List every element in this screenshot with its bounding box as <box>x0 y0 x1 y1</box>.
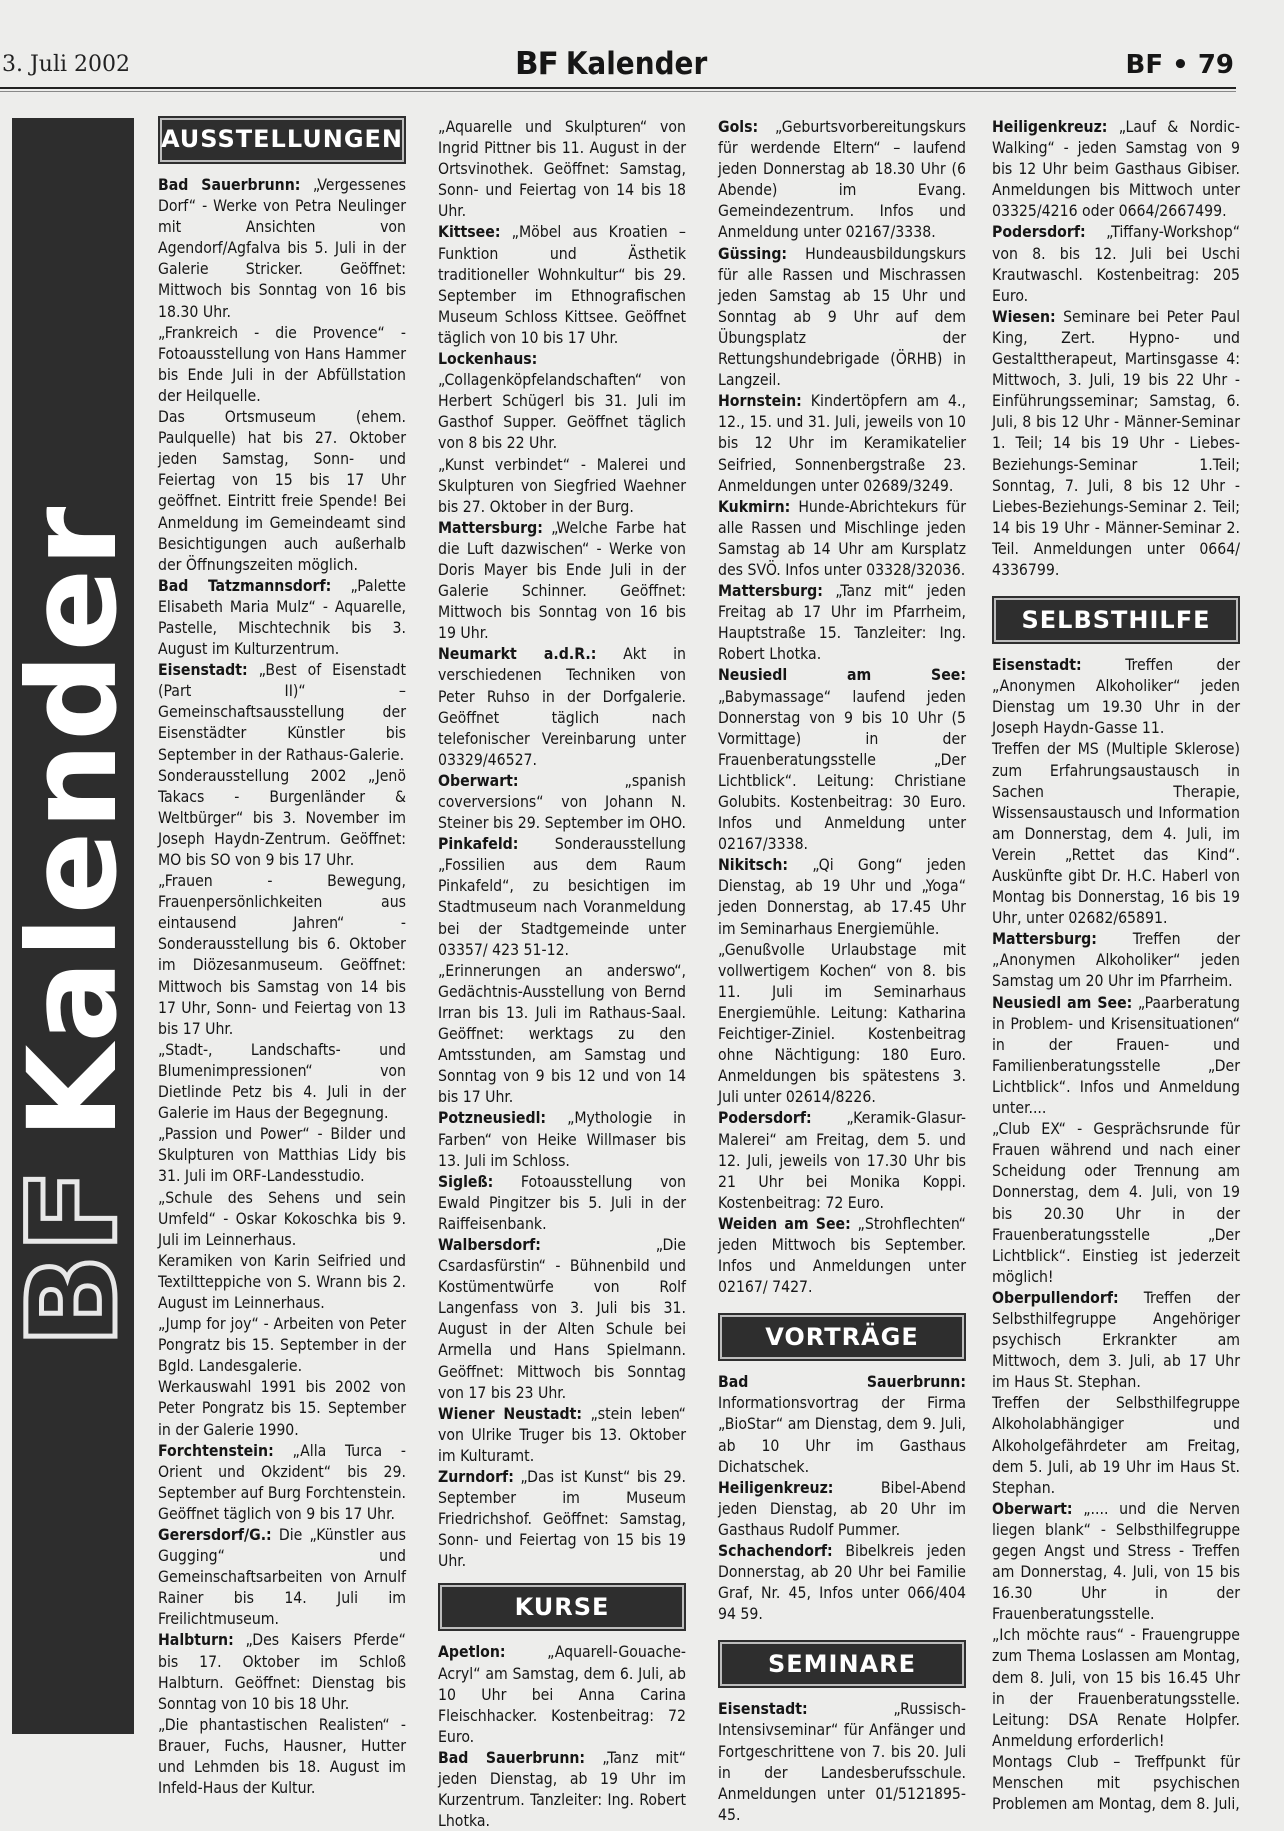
listing-place: Pinkafeld: <box>438 834 519 854</box>
listing-text: „Welche Farbe hat die Luft dazwischen“ - Werke von Doris Mayer bis Ende Juli in der Galerie Schinner. Geöffnet: Mittwoch bis Sonntag von 16 bis 19 Uhr. <box>438 517 686 643</box>
listing-text: Treffen der Selbsthilfegruppe Alkoholabhängiger und Alkoholgefährdeter am Freitag, dem 5. Juli, ab 19 Uhr im Haus St. Stephan. <box>992 1393 1240 1497</box>
listing-text: „Das ist Kunst“ bis 29. September im Museum Friedrichshof. Geöffnet: Samstag, Sonn- und Feiertag von 15 bis 19 Uhr. <box>438 1467 686 1571</box>
listing-place: Halbturn: <box>158 1630 234 1650</box>
listing-text: Das Ortsmuseum (ehem. Paulquelle) hat bis 27. Oktober jeden Samstag, Sonn- und Feiertag von 15 bis 17 Uhr geöffnet. Eintritt freie Spende! Bei Anmeldung im Gemeindeamt sind Besichtigungen auch außerhalb der Öffnungszeiten möglich. <box>158 407 406 574</box>
listing-entry <box>718 939 966 1108</box>
listing-place: Eisenstadt: <box>992 655 1082 675</box>
header-rule <box>0 87 1236 89</box>
listing-place: Bad Tatzmannsdorf: <box>158 575 332 595</box>
listing-place: Schachendorf: <box>718 1541 833 1560</box>
listing-entry <box>158 1187 406 1250</box>
listing-place: Weiden am See: <box>718 1213 851 1233</box>
section-name: Kalender <box>565 46 708 82</box>
listing-entry <box>158 1440 406 1524</box>
listing-entry <box>438 1234 686 1403</box>
listing-text: Sonderausstellung 2002 „Jenö Takacs - Burgenländer & Weltbürger“ bis 3. November im Joseph Haydn-Zentrum. Geöffnet: MO bis SO von 9 bis 17 Uhr. <box>158 765 406 869</box>
listing-entry <box>992 1287 1240 1392</box>
listing-place: Neusiedl am See: <box>992 992 1133 1012</box>
listing-text: „Tanz mit“ jeden Dienstag, ab 19 Uhr im Kurzentrum. Tanzleiter: Ing. Robert Lhotka. <box>438 1747 686 1831</box>
listing-entry <box>158 174 406 322</box>
listing-text: „spanish coverversions“ von Johann N. Steiner bis 29. September im OHO. <box>438 770 686 833</box>
listing-text: „Alla Turca - Orient und Okzident“ bis 29. September auf Burg Forchtenstein. Geöffnet täglich von 9 bis 17 Uhr. <box>158 1440 406 1523</box>
listing-entry <box>718 390 966 495</box>
listing-entry <box>438 1107 686 1170</box>
entries-seminare-cont <box>992 116 1240 580</box>
listing-entry <box>718 243 966 391</box>
listing-entry <box>718 1213 966 1297</box>
listing-text: „stein leben“ von Ulrike Truger bis 13. Oktober im Kulturamt. <box>438 1403 686 1465</box>
listing-place: Walbersdorf: <box>438 1234 541 1254</box>
listing-place: Oberwart: <box>438 770 519 790</box>
listing-entry <box>158 1524 406 1629</box>
listing-text: „Jump for joy“ - Arbeiten von Peter Pongratz bis 15. September in der Bgld. Landesgalerie. <box>158 1314 406 1376</box>
listing-entry <box>438 1641 686 1746</box>
listing-text: „Lauf & Nordic-Walking“ - jeden Samstag von 9 bis 12 Uhr beim Gasthaus Gibiser. Anmeldungen bis Mittwoch unter 03325/4216 oder 0664/2667499. <box>992 117 1240 221</box>
section-heading-selbsthilfe: SELBSTHILFE <box>992 596 1240 644</box>
listing-entry <box>718 1107 966 1212</box>
listing-place: Kittsee: <box>438 222 501 242</box>
entries-ausstellungen-cont <box>438 116 686 1571</box>
listing-place: Bad Sauerbrunn: <box>718 1372 966 1392</box>
listing-entry <box>992 1624 1240 1751</box>
listing-place: Zurndorf: <box>438 1467 514 1486</box>
listing-place: Neumarkt a.d.R.: <box>438 644 597 664</box>
listing-place: Eisenstadt: <box>718 1699 808 1719</box>
banner-word: Kalender <box>2 504 144 1140</box>
entries-vortraege <box>718 1371 966 1624</box>
listing-entry <box>158 322 406 406</box>
listing-entry <box>158 1376 406 1439</box>
listing-text: „Möbel aus Kroatien – Funktion und Ästhetik traditioneller Wohnkultur“ bis 29. September im Ethnografischen Museum Schloss Kittsee. Geöffnet täglich von 10 bis 17 Uhr. <box>438 222 686 347</box>
vertical-banner <box>2 118 144 1734</box>
listing-entry <box>158 575 406 659</box>
listing-entry <box>438 348 686 453</box>
listing-place: Mattersburg: <box>438 517 543 537</box>
listing-entry <box>992 738 1240 928</box>
listing-text: „.... und die Nerven liegen blank“ - Selbsthilfegruppe gegen Angst und Stress - Treffen am Donnerstag, 4. Juli, von 15 bis 16.30 Uhr in der Frauenberatungsstelle. <box>992 1498 1240 1624</box>
listing-place: Oberwart: <box>992 1498 1073 1518</box>
listing-text: „Genußvolle Urlaubstage mit vollwertigem Kochen“ von 8. bis 11. Juli im Seminarhaus Energiemühle. Leitung: Katharina Feichtiger-Ziniel. Kostenbeitrag ohne Nächtigung: 180 Euro. Anmeldungen bis spätestens 3. Juli unter 02614/8226. <box>718 939 966 1107</box>
banner-logo: BF <box>2 1167 144 1348</box>
listing-text: „Passion und Power“ - Bilder und Skulpturen von Matthias Lidy bis 31. Juli im ORF-Landesstudio. <box>158 1124 406 1186</box>
listing-text: „Frankreich - die Provence“ - Fotoausstellung von Hans Hammer bis Ende Juli in der Abfüllstation der Heilquelle. <box>158 322 406 405</box>
listing-place: Neusiedl am See: <box>718 665 966 685</box>
listing-entry <box>992 306 1240 580</box>
listing-entry <box>158 1629 406 1713</box>
listing-text: Montags Club – Treffpunkt für Menschen mit psychischen Problemen am Montag, dem 8. Juli, <box>992 1751 1240 1814</box>
listing-text: Sonderausstellung „Fossilien aus dem Raum Pinkafeld“, zu besichtigen im Stadtmuseum nach Voranmeldung bei der Stadtgemeinde unter 03357/ 423 51-12. <box>438 834 686 959</box>
listing-entry <box>992 116 1240 221</box>
listing-text: „Die Csardasfürstin“ - Bühnenbild und Kostümentwürfe von Rolf Langenfass von 3. Juli bis 31. August in der Alten Schule bei Armella und Hans Spielmann. Geöffnet: Mittwoch bis Sonntag von 17 bis 23 Uhr. <box>438 1234 686 1402</box>
listing-entry <box>992 654 1240 738</box>
entries-seminare <box>718 1698 966 1825</box>
listing-text: „Geburtsvorbereitungskurs für werdende Eltern“ – laufend jeden Donnerstag ab 18.30 Uhr (6 Abende) im Evang. Gemeindezentrum. Infos und Anmeldung unter 02167/3338. <box>718 117 966 242</box>
listing-entry <box>718 1371 966 1476</box>
listing-place: Oberpullendorf: <box>992 1287 1119 1307</box>
listing-entry <box>438 833 686 960</box>
page-number: BF • 79 <box>1125 50 1234 80</box>
listing-entry <box>718 854 966 938</box>
listing-place: Wiener Neustadt: <box>438 1403 583 1423</box>
listing-text: „Keramik-Glasur-Malerei“ am Freitag, dem 5. und 12. Juli, jeweils von 17.30 Uhr bis 21 Uhr bei Monika Koppi. Kostenbeitrag: 72 Euro. <box>718 1108 966 1212</box>
listing-text: Treffen der „Anonymen Alkoholiker“ jeden Dienstag um 19.30 Uhr in der Joseph Haydn-Gasse 11. <box>992 655 1240 738</box>
listing-entry <box>438 221 686 348</box>
listing-text: „Palette Elisabeth Maria Mulz“ - Aquarelle, Pastelle, Mischtechnik bis 3. August im Kulturzentrum. <box>158 575 406 659</box>
listing-text: Hunde-Abrichtekurs für alle Rassen und Mischlinge jeden Samstag ab 14 Uhr am Kursplatz des SVÖ. Infos unter 03328/32036. <box>718 496 966 579</box>
listing-entry <box>438 116 686 221</box>
listing-entry <box>992 1392 1240 1497</box>
listing-entry <box>158 659 406 764</box>
listing-entry <box>992 221 1240 305</box>
listing-entry <box>438 1466 686 1571</box>
listing-text: „Club EX“ - Gesprächsrunde für Frauen während und nach einer Scheidung oder Trennung am Donnerstag, dem 4. Juli, von 19 bis 20.30 Uhr in der Frauenberatungsstelle „Der Lichtblick“. Einstieg ist jederzeit möglich! <box>992 1119 1240 1286</box>
listing-text: Treffen der MS (Multiple Sklerose) zum Erfahrungsaustausch in Sachen Therapie, Wissensaustausch und Information am Donnerstag, dem 4. Juli, im Verein „Rettet das Kind“. Auskünfte gibt Dr. H.C. Haberl von Montag bis Donnerstag, 16 bis 19 Uhr, unter 02682/65891. <box>992 739 1240 928</box>
issue-date: 3. Juli 2002 <box>2 52 131 77</box>
listing-text: Bibelkreis jeden Donnerstag, ab 20 Uhr bei Familie Graf, Nr. 45, Infos unter 066/404 94 59. <box>718 1541 966 1624</box>
listing-entry <box>158 1714 406 1798</box>
listing-text: „Babymassage“ laufend jeden Donnerstag von 9 bis 10 Uhr (5 Vormittage) in der Frauenberatungsstelle „Der Lichtblick“. Leitung: Christiane Golubits. Kostenbeitrag: 30 Euro. Infos und Anmeldung unter 02167/3338. <box>718 686 966 854</box>
listing-place: Gerersdorf/G.: <box>158 1525 272 1544</box>
listing-text: Seminare bei Peter Paul King, Zert. Hypno- und Gestalttherapeut, Martinsgasse 4: Mittwoch, 3. Juli, 19 bis 22 Uhr - Einführungsseminar; Samstag, 6. Juli, 8 bis 12 Uhr - Männer-Seminar 1. Teil; 14 bis 19 Uhr - Liebes-Beziehungs-Seminar 1.Teil; Sonntag, 7. Juli, 8 bis 12 Uhr - Liebes-Beziehungs-Seminar 2. Teil; 14 bis 19 Uhr - Männer-Seminar 2. Teil. Anmeldungen unter 0664/ 4336799. <box>992 306 1240 579</box>
listing-place: Podersdorf: <box>718 1108 812 1128</box>
listing-entry <box>992 1751 1240 1814</box>
section-heading-vortraege: VORTRÄGE <box>718 1313 966 1361</box>
page-header <box>0 0 1284 92</box>
listing-text: Treffen der „Anonymen Alkoholiker“ jeden Samstag um 20 Uhr im Pfarrheim. <box>992 929 1240 991</box>
listing-text: „Qi Gong“ jeden Dienstag, ab 19 Uhr und „Yoga“ jeden Donnerstag, ab 17.45 Uhr im Seminarhaus Energiemühle. <box>718 855 966 938</box>
listing-entry <box>718 1540 966 1624</box>
listing-text: Kindertöpfern am 4., 12., 15. und 31. Juli, jeweils von 10 bis 12 Uhr im Keramikatelier Seifried, Sonnenbergstraße 23. Anmeldungen unter 02689/3249. <box>718 391 966 495</box>
listing-text: „Erinnerungen an anderswo“, Gedächtnis-Ausstellung von Bernd Irran bis 13. Juli im Rathaus-Saal. Geöffnet: werktags zu den Amtsstunden, am Samstag und Sonntag von 9 bis 12 und von 14 bis 17 Uhr. <box>438 960 686 1107</box>
section-heading-ausstellungen: AUSSTELLUNGEN <box>158 116 406 164</box>
page-title <box>515 46 707 82</box>
listing-entry <box>992 1498 1240 1625</box>
listing-place: Heiligenkreuz: <box>992 117 1108 136</box>
section-heading-seminare: SEMINARE <box>718 1640 966 1688</box>
listing-text: Informationsvortrag der Firma „BioStar“ am Dienstag, dem 9. Juli, ab 10 Uhr im Gasthaus Dichatschek. <box>718 1393 966 1476</box>
listing-entry <box>438 1403 686 1466</box>
listing-text: Akt in verschiedenen Techniken von Peter Ruhso in der Dorfgalerie. Geöffnet täglich nach telefonischer Vereinbarung unter 03329/46527. <box>438 644 687 769</box>
listing-text: „Strohflechten“ jeden Mittwoch bis September. Infos und Anmeldungen unter 02167/ 7427. <box>718 1213 966 1297</box>
listing-entry <box>718 116 966 243</box>
listing-place: Bad Sauerbrunn: <box>158 175 301 194</box>
listing-entry <box>438 1171 686 1234</box>
listing-entry <box>438 960 686 1108</box>
header-rule-thin <box>0 91 1236 92</box>
listing-place: Kukmirn: <box>718 496 791 516</box>
listing-entry <box>438 643 686 770</box>
listing-text: „Kunst verbindet“ - Malerei und Skulpturen von Siegfried Waehner bis 27. Oktober in der Burg. <box>438 454 686 516</box>
listing-text: „Aquarelle und Skulpturen“ von Ingrid Pittner bis 11. August in der Ortsvinothek. Geöffnet: Samstag, Sonn- und Feiertag von 14 bis 18 Uhr. <box>438 117 686 221</box>
listing-entry <box>158 1313 406 1376</box>
listing-entry <box>718 1698 966 1825</box>
listing-place: Güssing: <box>718 243 788 263</box>
listing-text: „Best of Eisenstadt (Part II)“ – Gemeinschaftsausstellung der Eisenstädter Künstler bis September in der Rathaus-Galerie. <box>158 660 406 764</box>
listing-text: Hundeausbildungskurs für alle Rassen und Mischrassen jeden Samstag ab 15 Uhr und Sonntag ab 9 Uhr auf dem Übungsplatz der Rettungshundebrigade (ÖRHB) in Langzeil. <box>718 243 966 390</box>
listing-text: Werkauswahl 1991 bis 2002 von Peter Pongratz bis 15. September in der Galerie 1990. <box>158 1377 406 1439</box>
listing-place: Wiesen: <box>992 306 1056 326</box>
listing-place: Potzneusiedl: <box>438 1108 547 1128</box>
listing-text: „Des Kaisers Pferde“ bis 17. Oktober im Schloß Halbturn. Geöffnet: Dienstag bis Sonntag von 10 bis 18 Uhr. <box>158 1630 406 1713</box>
listing-text: Treffen der Selbsthilfegruppe Angehöriger psychisch Erkrankter am Mittwoch, dem 3. Juli, ab 17 Uhr im Haus St. Stephan. <box>992 1287 1240 1392</box>
listing-text: „Mythologie in Farben“ von Heike Willmaser bis 13. Juli im Schloss. <box>438 1108 686 1170</box>
listing-entry <box>158 406 406 575</box>
listing-place: Bad Sauerbrunn: <box>438 1747 586 1767</box>
brand-logo: BF <box>515 46 558 82</box>
listing-text: „Aquarell-Gouache-Acryl“ am Samstag, dem 6. Juli, ab 10 Uhr bei Anna Carina Fleischhacker. Kostenbeitrag: 72 Euro. <box>438 1642 686 1746</box>
listing-entry <box>158 1250 406 1313</box>
entries-selbsthilfe <box>992 654 1240 1814</box>
column-2 <box>438 116 686 1831</box>
column-4 <box>992 116 1240 1814</box>
listing-place: Mattersburg: <box>718 581 823 601</box>
column-3 <box>718 116 966 1825</box>
listing-entry <box>158 765 406 870</box>
listing-text: „Tanz mit“ jeden Freitag ab 17 Uhr im Pfarrheim, Hauptstraße 15. Tanzleiter: Ing. Robert Lhotka. <box>718 581 966 664</box>
listing-entry <box>438 770 686 833</box>
listing-place: Eisenstadt: <box>158 660 248 680</box>
listing-text: „Paarberatung in Problem- und Krisensituationen“ in der Frauen- und Familienberatungsstelle „Der Lichtblick“. Infos und Anmeldung unter.... <box>992 992 1240 1118</box>
listing-place: Gols: <box>718 117 759 136</box>
banner-text <box>2 504 144 1348</box>
entries-kurse-cont <box>718 116 966 1297</box>
section-heading-kurse: KURSE <box>438 1583 686 1631</box>
listing-text: „Frauen - Bewegung, Frauenpersönlichkeiten aus eintausend Jahren“ - Sonderausstellung bis 6. Oktober im Diözesanmuseum. Geöffnet: Mittwoch bis Samstag von 14 bis 17 Uhr, Sonn- und Feiertag von 13 bis 17 Uhr. <box>158 871 406 1038</box>
listing-text: Keramiken von Karin Seifried und Textiltteppiche von S. Wrann bis 2. August im Leinnerhaus. <box>158 1250 406 1312</box>
listing-place: Hornstein: <box>718 391 802 411</box>
listing-entry <box>158 1039 406 1123</box>
listing-entry <box>718 1477 966 1540</box>
listing-entry <box>718 580 966 664</box>
listing-text: „Schule des Sehens und sein Umfeld“ - Oskar Kokoschka bis 9. Juli im Leinnerhaus. <box>158 1187 406 1249</box>
listing-text: Fotoausstellung von Ewald Pingitzer bis 5. Juli in der Raiffeisenbank. <box>438 1171 686 1233</box>
listing-place: Forchtenstein: <box>158 1440 274 1460</box>
listing-text: Bibel-Abend jeden Dienstag, ab 20 Uhr im Gasthaus Rudolf Pummer. <box>718 1477 966 1539</box>
listing-text: „Russisch-Intensivseminar“ für Anfänger und Fortgeschrittene von 7. bis 20. Juli in der Landesberufsschule. Anmeldungen unter 01/5121895-45. <box>718 1699 966 1824</box>
listing-place: Nikitsch: <box>718 855 789 875</box>
listing-entry <box>438 454 686 517</box>
listing-place: Heiligenkreuz: <box>718 1477 834 1497</box>
listing-place: Podersdorf: <box>992 222 1086 242</box>
listing-text: „Tiffany-Workshop“ von 8. bis 12. Juli bei Uschi Krautwaschl. Kostenbeitrag: 205 Euro. <box>992 222 1240 305</box>
listing-place: Sigleß: <box>438 1171 494 1191</box>
listing-entry <box>438 517 686 644</box>
listing-text: „Ich möchte raus“ - Frauengruppe zum Thema Loslassen am Montag, dem 8. Juli, von 15 bis 16.45 Uhr in der Frauenberatungsstelle. Leitung: DSA Renate Holpfer. Anmeldung erforderlich! <box>992 1625 1240 1750</box>
listing-place: Lockenhaus: <box>438 349 538 369</box>
entries-kurse <box>438 1641 686 1831</box>
column-1 <box>158 116 406 1798</box>
listing-entry <box>992 1118 1240 1287</box>
listing-text: „Stadt-, Landschafts- und Blumenimpressionen“ von Dietlinde Petz bis 4. Juli in der Galerie im Haus der Begegnung. <box>158 1039 406 1123</box>
entries-ausstellungen <box>158 174 406 1798</box>
listing-text: „Vergessenes Dorf“ - Werke von Petra Neulinger mit Ansichten von Agendorf/Agfalva bis 5. Juli in der Galerie Stricker. Geöffnet: Mittwoch bis Sonntag von 16 bis 18.30 Uhr. <box>158 175 406 321</box>
listing-entry <box>718 664 966 854</box>
listing-entry <box>992 928 1240 991</box>
listing-place: Apetlon: <box>438 1642 506 1662</box>
listing-text: „Collagenköpfelandschaften“ von Herbert Schügerl bis 31. Juli im Gasthof Supper. Geöffnet täglich von 8 bis 22 Uhr. <box>438 370 686 453</box>
listing-place: Mattersburg: <box>992 929 1097 949</box>
listing-entry <box>718 496 966 580</box>
listing-entry <box>158 870 406 1039</box>
listing-text: Die „Künstler aus Gugging“ und Gemeinschaftsarbeiten von Arnulf Rainer bis 14. Juli im Freilichtmuseum. <box>158 1525 406 1629</box>
listing-entry <box>438 1747 686 1831</box>
listing-entry <box>992 992 1240 1119</box>
listing-entry <box>158 1123 406 1186</box>
listing-text: „Die phantastischen Realisten“ - Brauer, Fuchs, Hausner, Hutter und Lehmden bis 18. August im Infeld-Haus der Kultur. <box>158 1714 406 1798</box>
